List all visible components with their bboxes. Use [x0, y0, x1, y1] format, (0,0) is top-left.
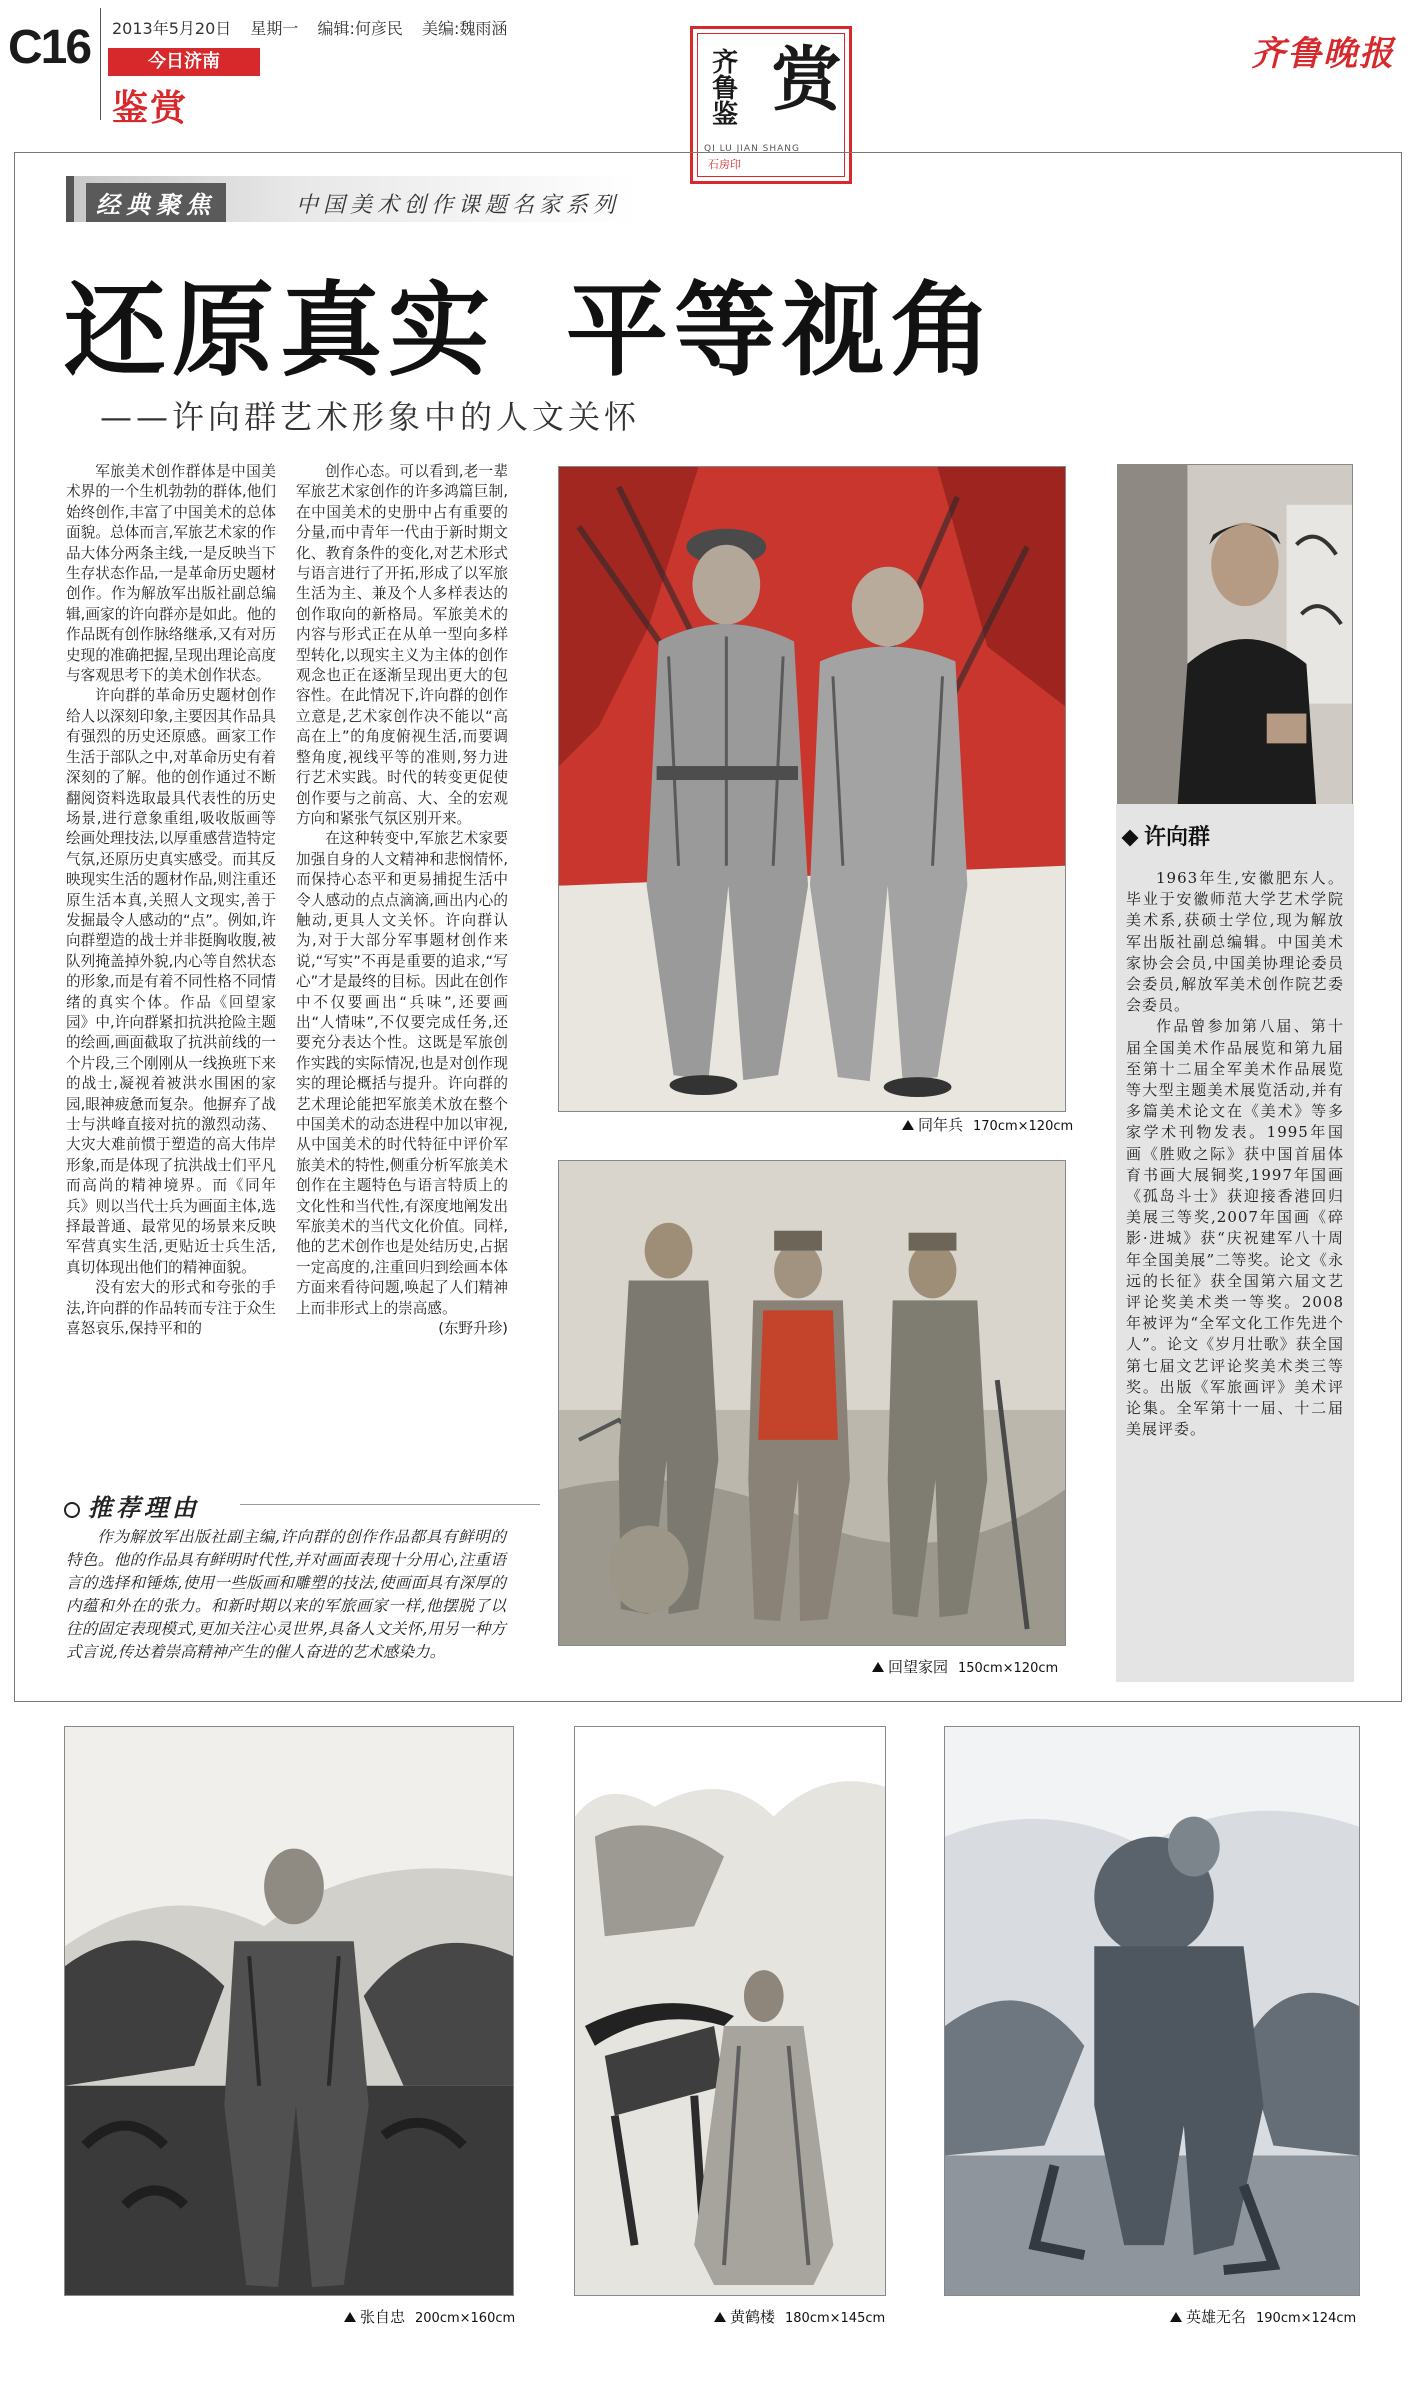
headline-part-1: 还原真实: [64, 272, 496, 391]
page-number: C16: [8, 21, 91, 74]
banner-tag: 经典聚焦: [86, 183, 226, 222]
recommendation-heading: 推荐理由: [64, 1488, 200, 1523]
recommendation-body: 作为解放军出版社副主编,许向群的创作作品都具有鲜明的特色。他的作品具有鲜明时代性,并对画面表现十分用心,注重语言的选择和锤炼,使用一些版画和雕塑的技法,使画面具有深厚的内蕴和外在的张力。和新时期以来的军旅画家一样,他摆脱了以往的固定表现模式,更加关注心灵世界,具备人文关怀,用另一种方式言说,传达着崇高精神产生的催人奋进的艺术感染力。: [66, 1528, 506, 1661]
subheadline: ——许向群艺术形象中的人文关怀: [100, 398, 641, 436]
artist-portrait-photo: [1117, 464, 1353, 808]
article-author: (东野升珍): [438, 1320, 508, 1338]
section-title: 鉴赏: [112, 88, 189, 129]
painting-caption: 同年兵 170cm×120cm: [902, 1114, 1073, 1135]
seal-small-characters: 齐鲁鉴: [707, 48, 738, 126]
painting-huiwangjiayuan: [558, 1160, 1066, 1646]
triangle-marker-icon: [902, 1120, 914, 1130]
painting-caption: 黄鹤楼 180cm×145cm: [714, 2306, 885, 2327]
diamond-bullet-icon: [1122, 830, 1139, 847]
issue-date: 2013年5月20日: [112, 19, 232, 38]
seal-large-character: 赏: [760, 42, 843, 112]
painting-huanghelou: [574, 1726, 886, 2296]
series-banner: [66, 176, 636, 222]
paragraph: 作品曾参加第八届、第十届全国美术作品展览和第九届至第十二届全军美术作品展览等大型主题美术展览活动,并有多篇美术论文在《美术》等多家学术刊物发表。1995年国画《胜败之际》获中国首届体育书画大展铜奖,1997年国画《孤岛斗士》获迎接香港回归美展三等奖,2007年国画《碎影·进城》获“庆祝建军八十周年全国美展”二等奖。论文《永远的长征》获全国第六届文艺评论奖美术类一等奖。2008年被评为“全军文化工作先进个人”。论文《岁月壮歌》获全国第七届文艺评论奖美术类三等奖。出版《军旅画评》美术评论集。全军第十一届、十二届美展评委。: [1126, 1017, 1344, 1439]
triangle-marker-icon: [714, 2312, 726, 2322]
headline-part-2: 平等视角: [566, 272, 998, 391]
paragraph: 在这种转变中,军旅艺术家要加强自身的人文精神和悲悯情怀,而保持心态平和更易捕捉生活中令人感动的点点滴滴,画出内心的触动,更具人文关怀。许向群认为,对于大部分军事题材创作来说,“写实”不再是重要的追求,“写心”才是最终的目标。因此在创作中不仅要画出“兵味”,还要画出“人情味”,不仅要完成任务,还要充分表达个性。这既是军旅创作实践的实际情况,也是对创作现实的理论概括与提升。许向群的艺术理论能把军旅美术放在整个中国美术的动态进程中加以审视,从中国美术的时代特征中评价军旅美术的特性,侧重分析军旅美术创作在主题特色与语言特质上的文化性和当代性,有深度地阐发出军旅美术的当代文化价值。同样,他的艺术创作也是处结历史,占据一定高度的,注重回归到绘画本体方面来看待问题,唤起了人们精神上而非形式上的崇高感。: [296, 830, 508, 1317]
headline: [64, 250, 998, 396]
triangle-marker-icon: [1170, 2312, 1182, 2322]
paragraph: 许向群的革命历史题材创作给人以深刻印象,主要因其作品具有强烈的历史还原感。画家工作生活于部队之中,对革命历史有着深刻的了解。他的创作通过不断翻阅资料选取最具代表性的历史场景,进行意象重组,吸收版画等绘画处理技法,以厚重感营造特定气氛,还原历史真实感受。而其反映现实生活的题材作品,则注重还原生活本真,关照人文现实,善于发掘最令人感动的“点”。例如,许向群塑造的战士并非挺胸收腹,被队列掩盖掉外貌,内心等自然状态的形象,而是有着不同性格不同情绪的真实个体。作品《回望家园》中,许向群紧扣抗洪抢险主题的绘画,画面截取了抗洪前线的一个片段,三个刚刚从一线换班下来的战士,凝视着被洪水围困的家园,眼神疲惫而复杂。他摒弃了战士与洪峰直接对抗的激烈动荡、大灾大难前惯于塑造的高大伟岸形象,而是体现了抗洪战士们平凡而高尚的精神境界。而《同年兵》则以当代士兵为画面主体,选择最普通、最常见的场景来反映军营真实生活,更贴近士兵生活,真切体现出他们的精神面貌。: [66, 687, 276, 1276]
paragraph: 没有宏大的形式和夸张的手法,许向群的作品转而专注于众生喜怒哀乐,保持平和的: [66, 1279, 276, 1338]
recommendation-rule: [240, 1504, 540, 1505]
painting-zhangzizhong: [64, 1726, 514, 2296]
painting-tongnianbing: [558, 466, 1066, 1112]
header-meta: [112, 16, 521, 39]
triangle-marker-icon: [344, 2312, 356, 2322]
issue-weekday: 星期一: [250, 19, 299, 38]
paragraph: 创作心态。可以看到,老一辈军旅艺术家创作的许多鸿篇巨制,在中国美术的史册中占有重要的分量,而中青年一代由于新时期文化、教育条件的变化,对艺术形式与语言进行了开拓,形成了以军旅生活为主、兼及个人多样表达的创作取向的新格局。军旅美术的内容与形式正在从单一型向多样型转化,以现实主义为主体的创作观念也正在逐渐呈现出更大的包容性。在此情况下,许向群的创作立意是,艺术家创作决不能以“高高在上”的角度俯视生活,而要调整角度,视线平等的准则,努力进行艺术实践。时代的转变更促使创作要与之前高、大、全的宏观方向和紧张气氛区别开来。: [296, 463, 508, 827]
circle-bullet-icon: [64, 1502, 80, 1518]
seal-pinyin: QI LU JIAN SHANG: [704, 144, 801, 154]
newspaper-brand-logo: 齐鲁晚报: [1251, 34, 1395, 74]
header-divider: [100, 8, 101, 120]
seal-stamp: 石房印: [708, 158, 741, 171]
artist-bio-text: [1126, 868, 1344, 1440]
triangle-marker-icon: [872, 1662, 884, 1672]
article-column-1: [66, 462, 276, 1339]
banner-series-title: 中国美术创作课题名家系列: [296, 193, 621, 218]
paragraph: 1963年生,安徽肥东人。毕业于安徽师范大学艺术学院美术系,获硕士学位,现为解放军出版社副总编辑。中国美术家协会会员,中国美协理论委员会委员,解放军美术创作院艺委会委员。: [1126, 869, 1344, 1015]
painting-yingxiongwuming: [944, 1726, 1360, 2296]
designer-credit: 美编:魏雨涵: [421, 19, 508, 38]
painting-caption: 张自忠 200cm×160cm: [344, 2306, 515, 2327]
paragraph: 军旅美术创作群体是中国美术界的一个生机勃勃的群体,他们始终创作,丰富了中国美术的总体面貌。总体而言,军旅艺术家的作品大体分两条主线,一是反映当下生存状态作品,一是革命历史题材创作。作为解放军出版社副总编辑,画家的许向群亦是如此。他的作品既有创作脉络继承,又有对历史现的准确把握,呈现出理论高度与客观思考下的美术创作状态。: [66, 463, 276, 685]
article-column-2: [296, 462, 508, 1339]
artist-name: 许向群: [1124, 820, 1210, 851]
painting-caption: 回望家园 150cm×120cm: [872, 1656, 1058, 1677]
editor-credit: 编辑:何彦民: [317, 19, 403, 38]
edition-tag: 今日济南: [108, 48, 260, 76]
painting-caption: 英雄无名 190cm×124cm: [1170, 2306, 1356, 2327]
